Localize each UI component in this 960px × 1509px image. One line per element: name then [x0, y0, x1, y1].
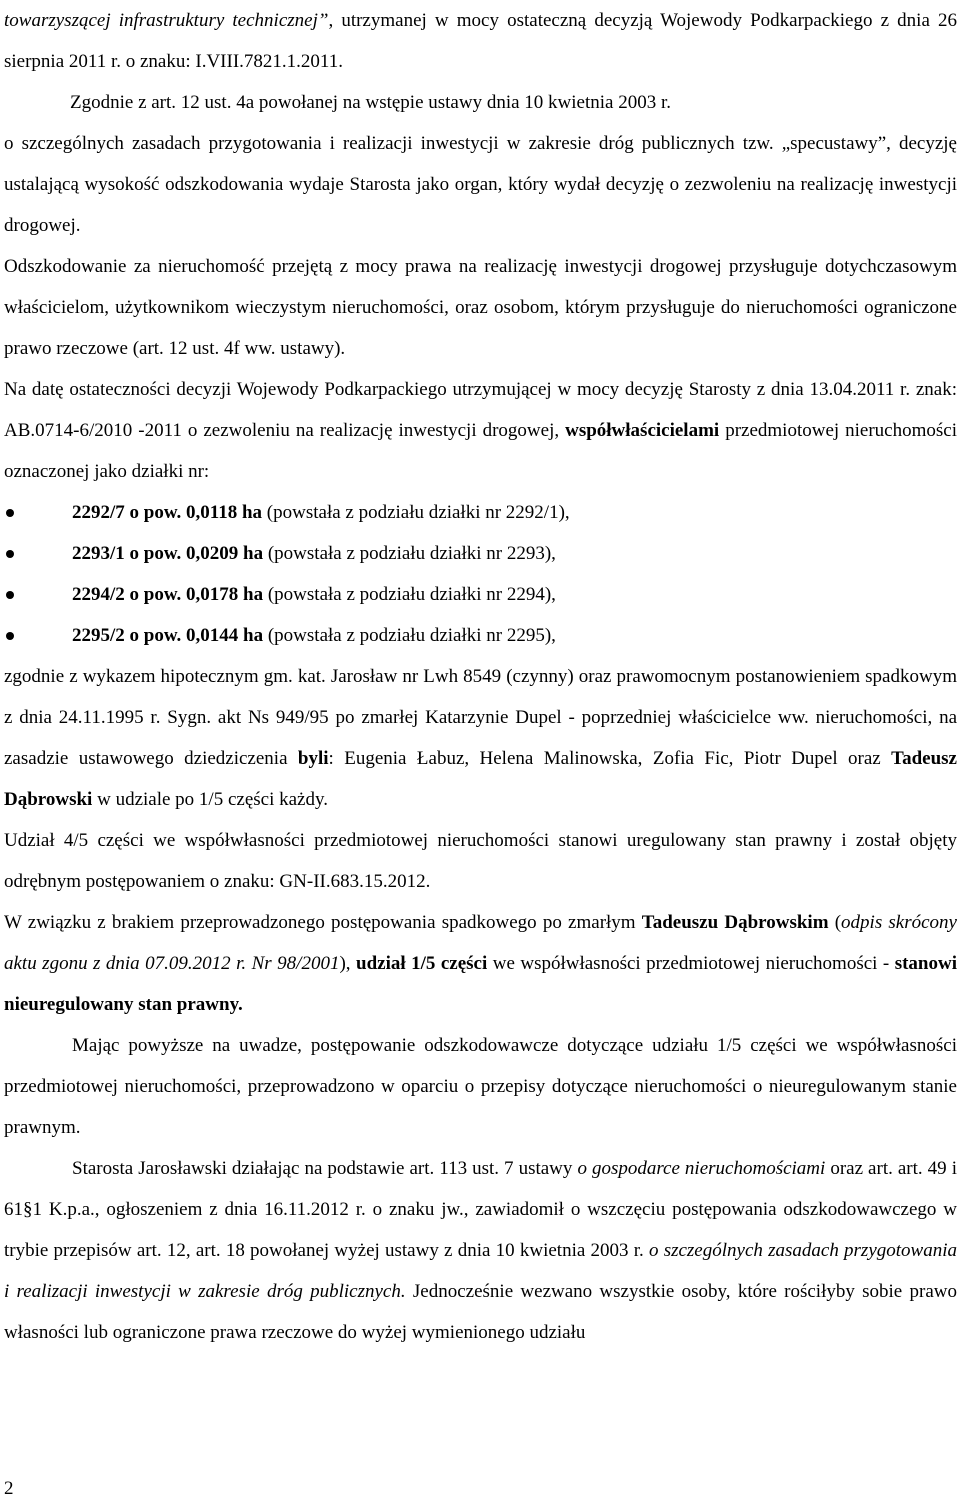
- bullet-icon: [6, 632, 14, 640]
- parcel-number: 2292/7 o pow. 0,0118 ha: [72, 502, 263, 523]
- text-segment: Tadeusz Dąbrowski: [4, 748, 957, 810]
- parcel-note: (powstała z podziału działki nr 2294),: [263, 584, 556, 605]
- paragraph-p7: [4, 820, 957, 902]
- text-segment: byli: [297, 748, 329, 769]
- text-segment: udział 1/5 części: [356, 953, 488, 974]
- parcel-item: [4, 492, 957, 533]
- text-segment: Starosta Jarosławski działając na podstawie art. 113 ust. 7 ustawy: [72, 1158, 578, 1179]
- parcel-note: (powstała z podziału działki nr 2293),: [263, 543, 556, 564]
- text-segment: towarzyszącej infrastruktury technicznej”: [4, 10, 329, 31]
- text-segment: Zgodnie z art. 12 ust. 4a powołanej na wstępie ustawy dnia 10 kwietnia 2003 r.: [70, 92, 672, 113]
- parcel-number: 2293/1 o pow. 0,0209 ha: [72, 543, 264, 564]
- bullet-icon: [6, 509, 14, 517]
- text-segment: o gospodarce nieruchomościami: [577, 1158, 826, 1179]
- text-segment: oraz art. art. 49 i 61§1 K.p.a., ogłoszeniem z dnia 16.11.2012 r. o znaku jw., zawiadomił o wszczęciu postępowania odszkodowawczego w trybie przepisów art. 12, art. 18 powołanej wyżej ustawy z dnia 10 kwietnia 2003 r.: [4, 1158, 957, 1261]
- bullet-icon: [6, 591, 14, 599]
- text-segment: , utrzymanej w mocy ostateczną decyzją Wojewody Podkarpackiego z dnia 26 sierpnia 2011 r. o znaku: I.VIII.7821.1.2011.: [4, 10, 958, 72]
- paragraph-p5: [4, 369, 957, 492]
- text-segment: W związku z brakiem przeprowadzonego postępowania spadkowego po zmarłym: [4, 912, 642, 933]
- text-segment: o szczególnych zasadach przygotowania i realizacji inwestycji w zakresie dróg publicznych tzw. „specustawy”, decyzję ustalającą wysokość odszkodowania wydaje Starosta jako organ, który wydał decyzję o zezwoleniu na realizację inwestycji drogowej.: [4, 133, 957, 236]
- document-page: [4, 0, 957, 1353]
- parcel-item: [4, 574, 957, 615]
- text-segment: w udziale po 1/5 części każdy.: [92, 789, 328, 810]
- parcel-item: [4, 615, 957, 656]
- text-segment: współwłaścicielami: [565, 420, 720, 441]
- parcel-item: [4, 533, 957, 574]
- text-segment: Odszkodowanie za nieruchomość przejętą z mocy prawa na realizację inwestycji drogowej przysługuje dotychczasowym właścicielom, użytkownikom wieczystym nieruchomości, oraz osobom, którym przysługuje do nieruchomości ograniczone prawo rzeczowe (art. 12 ust. 4f ww. ustawy).: [4, 256, 957, 359]
- paragraph-p6: [4, 656, 957, 820]
- page-number: 2: [4, 1478, 14, 1499]
- parcel-note: (powstała z podziału działki nr 2295),: [263, 625, 556, 646]
- paragraph-p8: [4, 902, 957, 1025]
- paragraph-p4: [4, 246, 957, 369]
- text-segment: odpis skrócony aktu zgonu z dnia 07.09.2012 r. Nr 98/2001: [4, 912, 957, 974]
- bullet-icon: [6, 550, 14, 558]
- paragraph-p2: [4, 82, 957, 123]
- text-segment: Udział 4/5 części we współwłasności przedmiotowej nieruchomości stanowi uregulowany stan prawny i został objęty odrębnym postępowaniem o znaku: GN-II.683.15.2012.: [4, 830, 957, 892]
- text-segment: ),: [339, 953, 356, 974]
- parcel-note: (powstała z podziału działki nr 2292/1),: [262, 502, 570, 523]
- text-segment: zgodnie z wykazem hipotecznym gm. kat. Jarosław nr Lwh 8549 (czynny) oraz prawomocnym postanowieniem spadkowym z dnia 24.11.1995 r. Sygn. akt Ns 949/95 po zmarłej Katarzynie Dupel - poprzedniej właścicielce ww. nieruchomości, na zasadzie ustawowego dziedziczenia: [4, 666, 957, 769]
- paragraph-p3: [4, 123, 957, 246]
- document-body-bottom: [4, 656, 957, 1353]
- parcel-number: 2294/2 o pow. 0,0178 ha: [72, 584, 264, 605]
- text-segment: we współwłasności przedmiotowej nieruchomości -: [487, 953, 895, 974]
- text-segment: : Eugenia Łabuz, Helena Malinowska, Zofia Fic, Piotr Dupel oraz: [328, 748, 892, 769]
- parcel-number: 2295/2 o pow. 0,0144 ha: [72, 625, 264, 646]
- text-segment: Mając powyższe na uwadze, postępowanie odszkodowawcze dotyczące udziału 1/5 części we współwłasności przedmiotowej nieruchomości, przeprowadzono w oparciu o przepisy dotyczące nieruchomości o nieuregulowanym stanie prawnym.: [4, 1035, 957, 1138]
- paragraph-p10: [4, 1148, 957, 1353]
- text-segment: (: [828, 912, 842, 933]
- text-segment: stanowi nieuregulowany stan prawny.: [4, 953, 957, 1015]
- paragraph-p9: [4, 1025, 957, 1148]
- text-segment: Jednocześnie wezwano wszystkie osoby, które rościłyby sobie prawo własności lub ograniczone prawa rzeczowe do wyżej wymienionego udziału: [4, 1281, 958, 1343]
- text-segment: przedmiotowej nieruchomości oznaczonej jako działki nr:: [4, 420, 957, 482]
- text-segment: Tadeuszu Dąbrowskim: [641, 912, 829, 933]
- document-body-top: [4, 0, 957, 492]
- paragraph-p1: [4, 0, 957, 82]
- text-segment: o szczególnych zasadach przygotowania i realizacji inwestycji w zakresie dróg publicznych.: [4, 1240, 957, 1302]
- parcel-list: [4, 492, 957, 656]
- text-segment: Na datę ostateczności decyzji Wojewody Podkarpackiego utrzymującej w mocy decyzję Starosty z dnia 13.04.2011 r. znak: AB.0714-6/2010 -2011 o zezwoleniu na realizację inwestycji drogowej,: [4, 379, 957, 441]
